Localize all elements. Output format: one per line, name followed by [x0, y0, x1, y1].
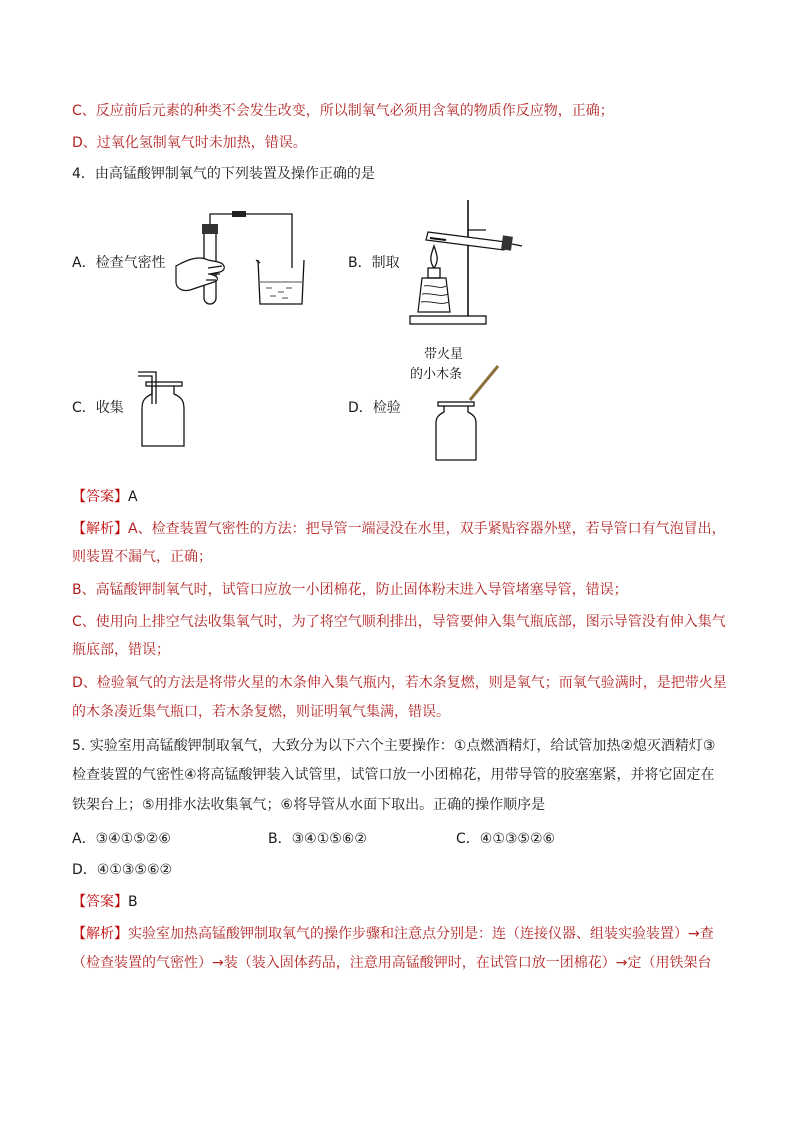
prev-analysis-c: C、反应前后元素的种类不会发生改变，所以制氧气必须用含氧的物质作反应物，正确；	[72, 103, 614, 119]
q5-option-d: D．④①③⑤⑥②	[72, 862, 173, 878]
q5-option-c: C．④①③⑤②⑥	[456, 831, 556, 847]
q5-option-a: A．③④①⑤②⑥	[72, 831, 171, 847]
q5-answer	[72, 892, 138, 912]
gas-collection-figure	[136, 364, 196, 448]
q5-stem-line1: 5. 实验室用高锰酸钾制取氧气，大致分为以下六个主要操作：①点燃酒精灯，给试管加热②熄灭酒精灯③	[72, 738, 716, 754]
answer-value: B	[128, 894, 138, 910]
figure-label-line1: 带火星	[424, 347, 464, 362]
q5-stem-line2: 检查装置的气密性④将高锰酸钾装入试管里，试管口放一小团棉花，用带导管的胶塞塞紧，并将它固定在	[72, 767, 715, 783]
prev-analysis-d: D、过氧化氢制氧气时未加热，错误。	[72, 135, 307, 151]
q4-option-c-label: C．收集	[72, 400, 124, 416]
q4-analysis-d2: 的木条凑近集气瓶口，若木条复燃，则证明氧气集满，错误。	[72, 704, 450, 720]
q4-analysis-c2: 瓶底部，错误；	[72, 642, 170, 658]
analysis-tag: 【解析】	[72, 926, 128, 942]
q5-analysis-line1	[72, 924, 714, 944]
analysis-a-text: A、检查装置气密性的方法：把导管一端浸没在水里，双手紧贴容器外壁，若导管口有气泡冒出，	[128, 521, 726, 537]
answer-value: A	[128, 489, 138, 505]
q4-analysis-a2: 则装置不漏气，正确；	[72, 549, 212, 565]
q4-answer	[72, 487, 138, 507]
q4-option-a-label: A．检查气密性	[72, 255, 166, 271]
analysis-text: 实验室加热高锰酸钾制取氧气的操作步骤和注意点分别是：连（连接仪器、组装实验装置）→查	[128, 926, 714, 942]
oxygen-test-figure	[410, 344, 510, 464]
q4-option-d-label: D．检验	[348, 400, 401, 416]
q4-stem: 4．由高锰酸钾制氧气的下列装置及操作正确的是	[72, 166, 375, 182]
oxygen-production-figure	[406, 196, 526, 330]
q5-analysis-line2: （检查装置的气密性）→装（装入固体药品，注意用高锰酸钾时，在试管口放一团棉花）→定（用铁架台	[72, 955, 712, 971]
figure-label-line2: 的小木条	[410, 367, 463, 382]
q4-analysis-line1	[72, 519, 726, 539]
analysis-tag: 【解析】	[72, 521, 128, 537]
q5-option-b: B．③④①⑤⑥②	[268, 831, 367, 847]
answer-tag: 【答案】	[72, 894, 128, 910]
q4-analysis-b: B、高锰酸钾制氧气时，试管口应放一小团棉花，防止固体粉末进入导管堵塞导管，错误；	[72, 582, 628, 598]
answer-tag: 【答案】	[72, 489, 128, 505]
q4-analysis-d1: D、检验氧气的方法是将带火星的木条伸入集气瓶内，若木条复燃，则是氧气；而氧气验满时，是把带火星	[72, 675, 727, 691]
airtightness-check-figure	[170, 208, 310, 308]
q4-analysis-c1: C、使用向上排空气法收集氧气时，为了将空气顺利排出，导管要伸入集气瓶底部，图示导管没有伸入集气	[72, 614, 726, 630]
q5-stem-line3: 铁架台上；⑤用排水法收集氧气；⑥将导管从水面下取出。正确的操作顺序是	[72, 797, 546, 813]
q4-option-b-label: B．制取	[348, 255, 400, 271]
